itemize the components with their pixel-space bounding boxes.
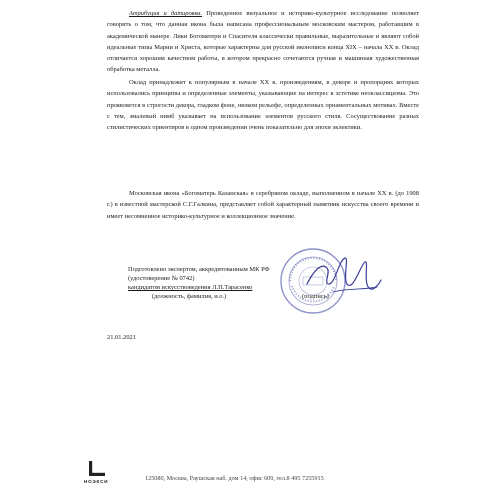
signature-line-certificate: (удостоверение № 0742) [128, 275, 195, 282]
paragraph-attribution [107, 8, 419, 76]
paragraph-oklad [107, 77, 419, 133]
signature-line-sign-caption: (подпись) [302, 293, 329, 300]
paragraph-oklad-text: Оклад принадлежит к популярным в начале XX в. произведениям, в декоре и пропорциях которых использовались принципы и определенные элементы, указывающие на интерес к эстетике неоклассицизма. Это проявляется в строгости декора, гладком фоне, низком рельефе, определенных орнаментальных мотивах. Вместе с тем, эмалевый нимб указывает на использование элементов русского стиля. Сосуществование разных стилистических ориентиров в одном произведении очень показательно для эпохи эклектики. [107, 79, 419, 132]
footer-address: 125080, Москва, Раушская наб. дом 14, офис 609, тел.8 495 7255915 [145, 475, 324, 482]
paragraph-conclusion-text: Московская икона «Богоматерь Казанская» в серебряном окладе, выполненном в начале XX в. (до 1908 г.) в известной мастерской С.Г.Галкина, представляет собой характерный памятник искусства своего времени и имеет несомненное историко-культурное и коллекционное значение. [107, 190, 419, 220]
logo-wordmark: НОЭКСИ [84, 479, 109, 484]
section-heading: Атрибуция и датировка. [129, 10, 203, 17]
signature-line-caption: (должность, фамилия, и.о.) [152, 293, 227, 300]
paragraph-attribution-text: Проведенное визуальное и историко-культурное исследование позволяет говорить о том, что данная икона была написана профессиональным московским мастером, работавшим в академической манере. Лики Богоматери и Спасителя классически правильные, выразительные и являют собой идеальные типы Марии и Христа, которые характерны для русской иконописи конца XIX – начала XX в. Оклад отличается хорошим качеством работы, в котором прекрасно сочетаются ручная и машинная художественная обработка металла. [107, 10, 420, 74]
paragraph-conclusion [107, 188, 419, 222]
signature-line-expert: Подготовлено экспертом, аккредитованным МК РФ [128, 266, 270, 273]
signature-line-name: кандидатом искусствоведения Л.П.Тарасенко [128, 284, 253, 291]
document-date: 21.01.2021 [107, 334, 136, 341]
